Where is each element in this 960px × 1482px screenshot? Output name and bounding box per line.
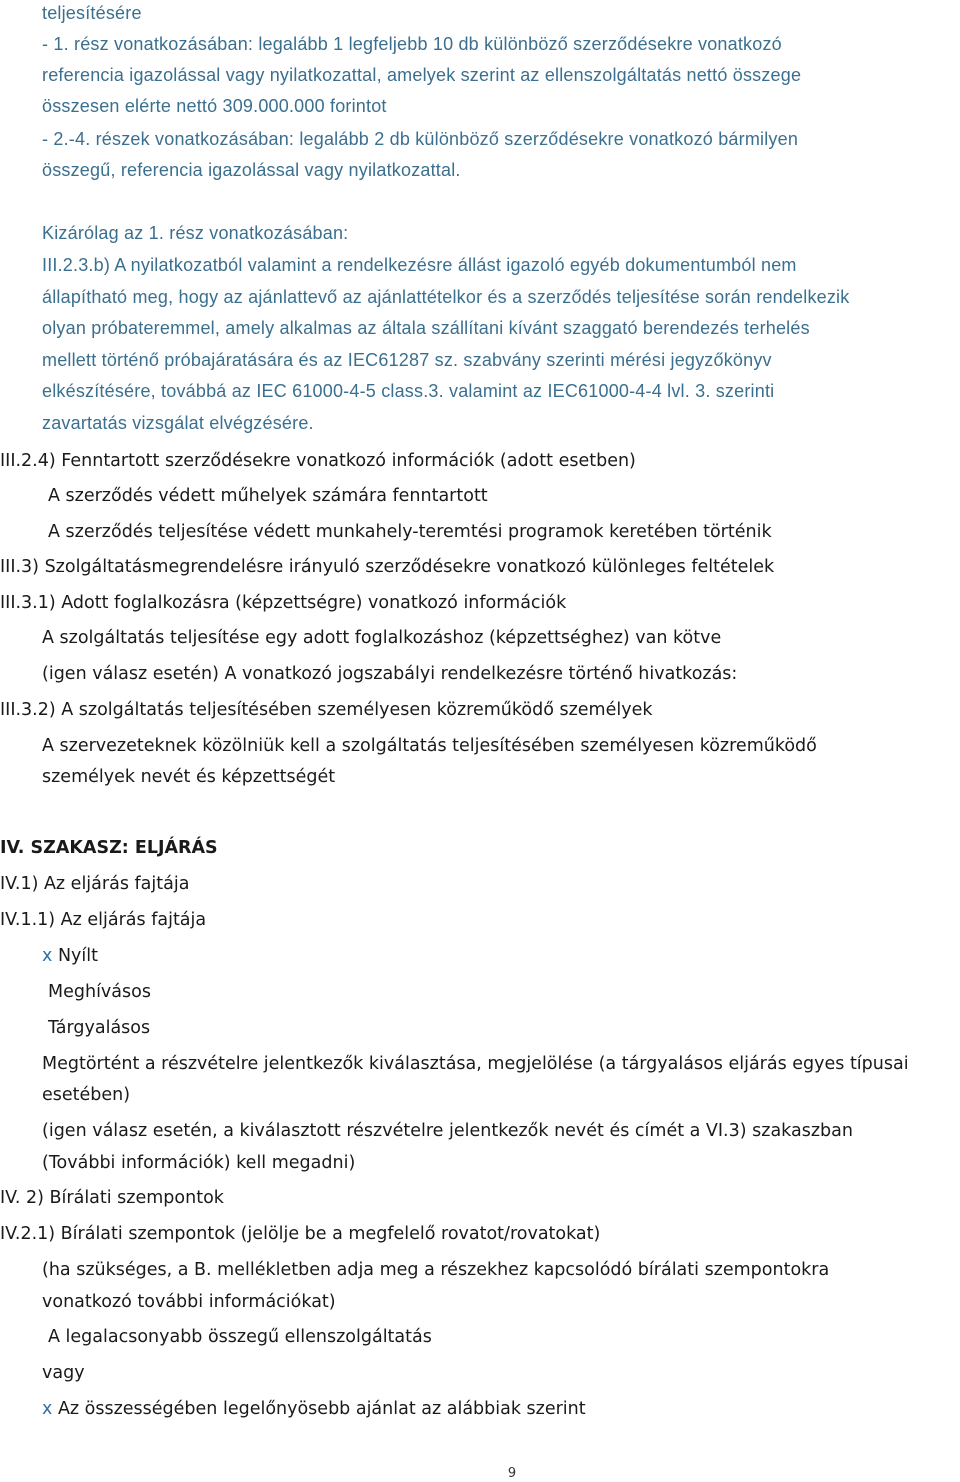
option-text: Az összességében legelőnyösebb ajánlat az alábbiak szerint [57,1399,586,1419]
option-row [42,1398,586,1420]
section-title: III.3) Szolgáltatásmegrendelésre irányuló szerződésekre vonatkozó különleges feltételek [0,557,775,577]
option-text: A szerződés védett műhelyek számára fenntartott [48,486,488,506]
option-text: Meghívásos [48,982,151,1002]
text-line: olyan próbateremmel, amely alkalmas az általa szállítani kívánt szaggató berendezés terhelés [42,318,810,338]
text-line: - 1. rész vonatkozásában: legalább 1 legfeljebb 10 db különböző szerződésekre vonatkozó [42,34,782,54]
page-number: 9 [507,1466,517,1481]
text-line: (További információk) kell megadni) [42,1153,356,1173]
selected-mark: x [42,1399,53,1419]
text-line: zavartatás vizsgálat elvégzésére. [42,413,314,433]
section-title: III.2.4) Fenntartott szerződésekre vonatkozó információk (adott esetben) [0,451,636,471]
text-line: mellett történő próbajáratására és az IEC61287 sz. szabvány szerinti mérési jegyzőkönyv [42,350,772,370]
text-line: referencia igazolással vagy nyilatkozattal, amelyek szerint az ellenszolgáltatás nettó összege [42,65,802,85]
text-line: személyek nevét és képzettségét [42,767,336,787]
option-text: Nyílt [57,946,98,966]
text-line: A szolgáltatás teljesítése egy adott foglalkozáshoz (képzettséghez) van kötve [42,628,722,648]
text-line: teljesítésére [42,3,142,23]
section-title: III.3.2) A szolgáltatás teljesítésében személyesen közreműködő személyek [0,700,653,720]
text-line: állapítható meg, hogy az ajánlattevő az ajánlattételkor és a szerződés teljesítése során rendelkezik [42,287,850,307]
text-line: (igen válasz esetén, a kiválasztott részvételre jelentkezők nevét és címét a VI.3) szakaszban [42,1121,853,1141]
text-line: (igen válasz esetén) A vonatkozó jogszabályi rendelkezésre történő hivatkozás: [42,664,738,684]
section-title: IV.1.1) Az eljárás fajtája [0,910,207,930]
text-line: (ha szükséges, a B. mellékletben adja meg a részekhez kapcsolódó bírálati szempontokra [42,1260,830,1280]
selected-mark: x [42,946,53,966]
option-text: A szerződés teljesítése védett munkahely-teremtési programok keretében történik [48,522,772,542]
section-title: III.3.1) Adott foglalkozásra (képzettségre) vonatkozó információk [0,593,567,613]
section-heading: IV. SZAKASZ: ELJÁRÁS [0,838,218,858]
text-line: elkészítésére, továbbá az IEC 61000-4-5 class.3. valamint az IEC61000-4-4 lvl. 3. szerinti [42,381,775,401]
option-text: A legalacsonyabb összegű ellenszolgáltatás [48,1327,432,1347]
text-line: esetében) [42,1085,131,1105]
text-line: A szervezeteknek közölniük kell a szolgáltatás teljesítésében személyesen közreműködő [42,736,817,756]
section-subheading: Kizárólag az 1. rész vonatkozásában: [42,223,349,243]
text-line: Megtörtént a részvételre jelentkezők kiválasztása, megjelölése (a tárgyalásos eljárás egyes típusai [42,1054,909,1074]
text-line: vagy [42,1363,85,1383]
section-title: IV.1) Az eljárás fajtája [0,874,190,894]
text-line: összesen elérte nettó 309.000.000 forintot [42,96,387,116]
section-title: IV. 2) Bírálati szempontok [0,1188,224,1208]
text-line: összegű, referencia igazolással vagy nyilatkozattal. [42,160,461,180]
text-line: III.2.3.b) A nyilatkozatból valamint a rendelkezésre állást igazoló egyéb dokumentumból nem [42,255,797,275]
section-title: IV.2.1) Bírálati szempontok (jelölje be a megfelelő rovatot/rovatokat) [0,1224,601,1244]
text-line: vonatkozó további információkat) [42,1292,336,1312]
option-text: Tárgyalásos [48,1018,151,1038]
option-row [42,945,98,967]
text-line: - 2.-4. részek vonatkozásában: legalább 2 db különböző szerződésekre vonatkozó bármilyen [42,129,799,149]
